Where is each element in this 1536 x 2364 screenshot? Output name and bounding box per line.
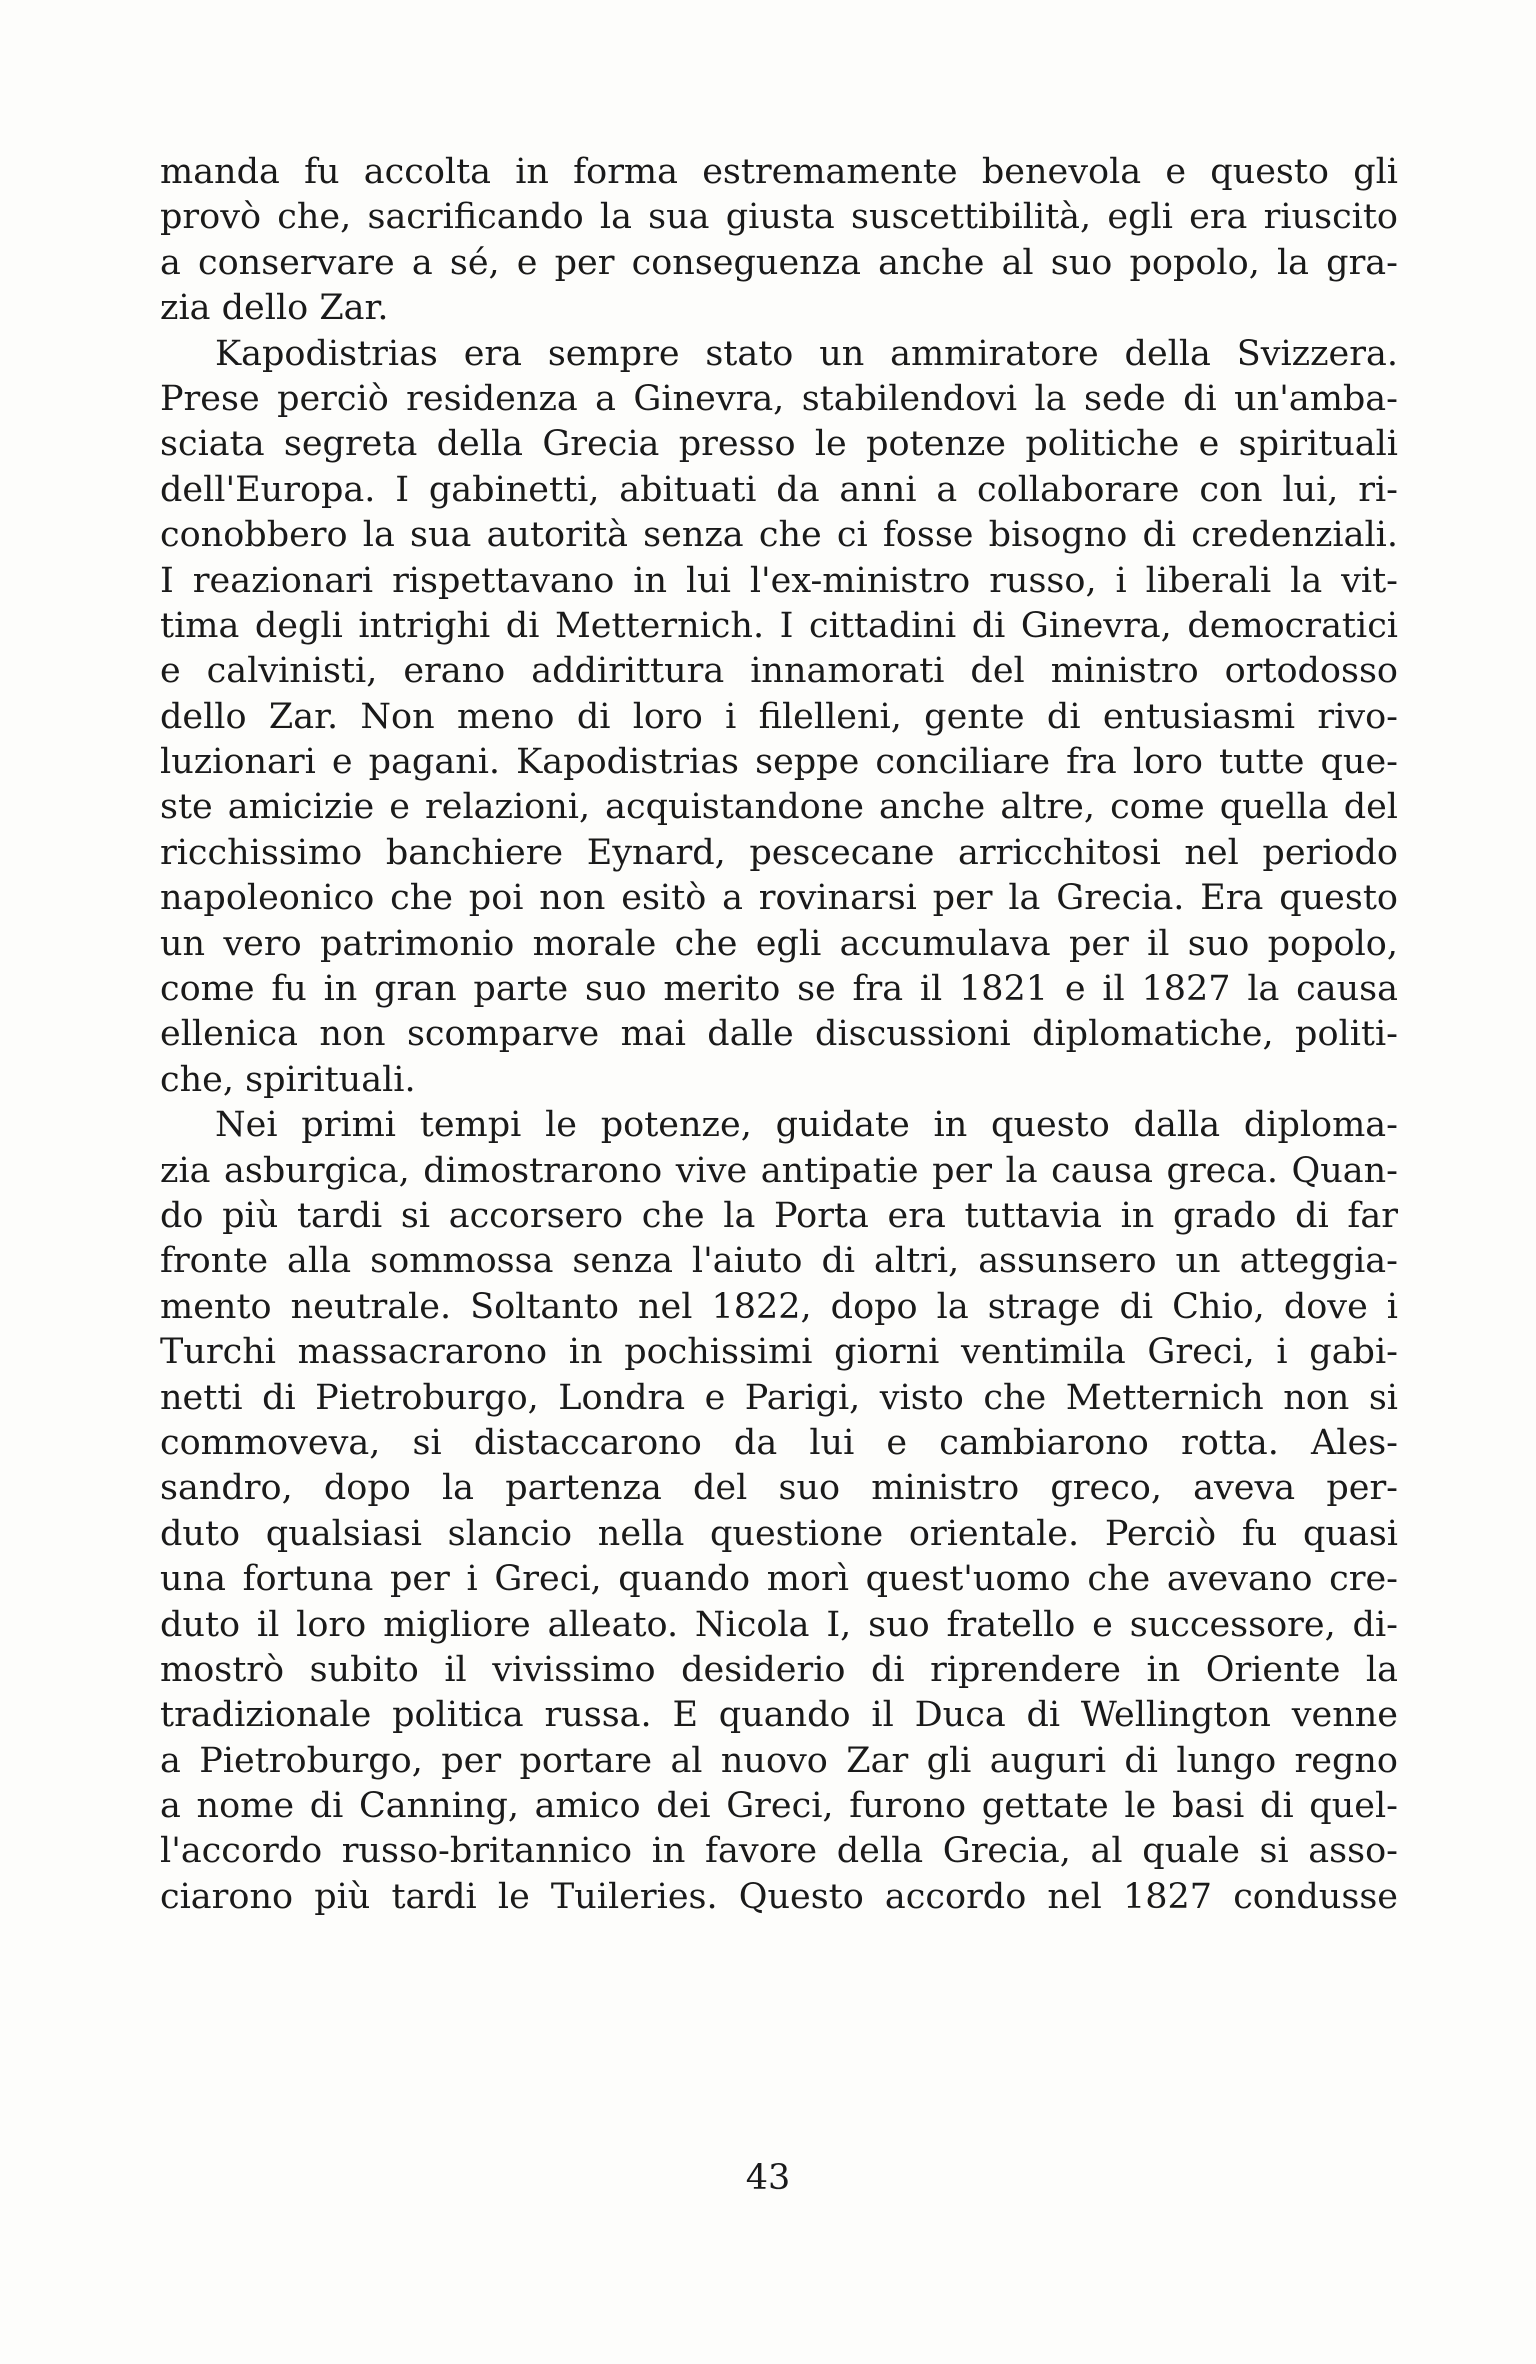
text-line: dello Zar. Non meno di loro i filelleni, gente di entusiasmi rivo- (160, 696, 1398, 737)
text-line: provò che, sacrificando la sua giusta suscettibilità, egli era riuscito (160, 197, 1398, 238)
text-line: Nei primi tempi le potenze, guidate in questo dalla diploma- (215, 1105, 1398, 1146)
text-line: ciarono più tardi le Tuileries. Questo accordo nel 1827 condusse (160, 1876, 1398, 1917)
text-line: Turchi massacrarono in pochissimi giorni ventimila Greci, i gabi- (160, 1332, 1398, 1373)
text-line: e calvinisti, erano addirittura innamorati del ministro ortodosso (160, 651, 1398, 692)
text-line: mento neutrale. Soltanto nel 1822, dopo la strage di Chio, dove i (160, 1286, 1398, 1327)
text-line: una fortuna per i Greci, quando morì quest'uomo che avevano cre- (160, 1559, 1398, 1600)
text-line: ste amicizie e relazioni, acquistandone anche altre, come quella del (160, 787, 1398, 828)
text-line: I reazionari rispettavano in lui l'ex-ministro russo, i liberali la vit- (160, 560, 1398, 601)
text-line: duto qualsiasi slancio nella questione orientale. Perciò fu quasi (160, 1513, 1398, 1554)
text-line: fronte alla sommossa senza l'aiuto di altri, assunsero un atteggia- (160, 1241, 1398, 1282)
body-text (160, 150, 1398, 1920)
text-line: che, spirituali. (160, 1059, 416, 1100)
text-line: conobbero la sua autorità senza che ci fosse bisogno di credenziali. (160, 515, 1398, 556)
text-line: a nome di Canning, amico dei Greci, furono gettate le basi di quel- (160, 1786, 1398, 1827)
text-line: Kapodistrias era sempre stato un ammiratore della Svizzera. (215, 333, 1398, 374)
text-line: un vero patrimonio morale che egli accumulava per il suo popolo, (160, 923, 1398, 964)
text-line: tima degli intrighi di Metternich. I cittadini di Ginevra, democratici (160, 605, 1398, 646)
text-line: dell'Europa. I gabinetti, abituati da anni a collaborare con lui, ri- (160, 469, 1398, 510)
text-line: mostrò subito il vivissimo desiderio di riprendere in Oriente la (160, 1649, 1398, 1690)
text-line: tradizionale politica russa. E quando il Duca di Wellington venne (160, 1695, 1398, 1736)
text-line: netti di Pietroburgo, Londra e Parigi, visto che Metternich non si (160, 1377, 1398, 1418)
text-line: ellenica non scomparve mai dalle discussioni diplomatiche, politi- (160, 1014, 1398, 1055)
text-line: a conservare a sé, e per conseguenza anche al suo popolo, la gra- (160, 242, 1398, 283)
text-line: commoveva, si distaccarono da lui e cambiarono rotta. Ales- (160, 1422, 1398, 1463)
text-line: zia asburgica, dimostrarono vive antipatie per la causa greca. Quan- (160, 1150, 1398, 1191)
text-line: Prese perciò residenza a Ginevra, stabilendovi la sede di un'amba- (160, 378, 1398, 419)
text-line: zia dello Zar. (160, 288, 389, 329)
text-line: luzionari e pagani. Kapodistrias seppe conciliare fra loro tutte que- (160, 742, 1398, 783)
text-line: a Pietroburgo, per portare al nuovo Zar gli auguri di lungo regno (160, 1740, 1398, 1781)
text-line: l'accordo russo-britannico in favore della Grecia, al quale si asso- (160, 1831, 1398, 1872)
text-line: duto il loro migliore alleato. Nicola I, suo fratello e successore, di- (160, 1604, 1398, 1645)
text-line: sandro, dopo la partenza del suo ministro greco, aveva per- (160, 1468, 1398, 1509)
text-line: napoleonico che poi non esitò a rovinarsi per la Grecia. Era questo (160, 878, 1398, 919)
page-number: 43 (745, 2158, 791, 2198)
text-line: do più tardi si accorsero che la Porta era tuttavia in grado di far (160, 1195, 1398, 1236)
text-line: sciata segreta della Grecia presso le potenze politiche e spirituali (160, 424, 1398, 465)
text-line: come fu in gran parte suo merito se fra il 1821 e il 1827 la causa (160, 969, 1398, 1010)
text-line: ricchissimo banchiere Eynard, pescecane arricchitosi nel periodo (160, 832, 1398, 873)
text-line: manda fu accolta in forma estremamente benevola e questo gli (160, 152, 1398, 192)
